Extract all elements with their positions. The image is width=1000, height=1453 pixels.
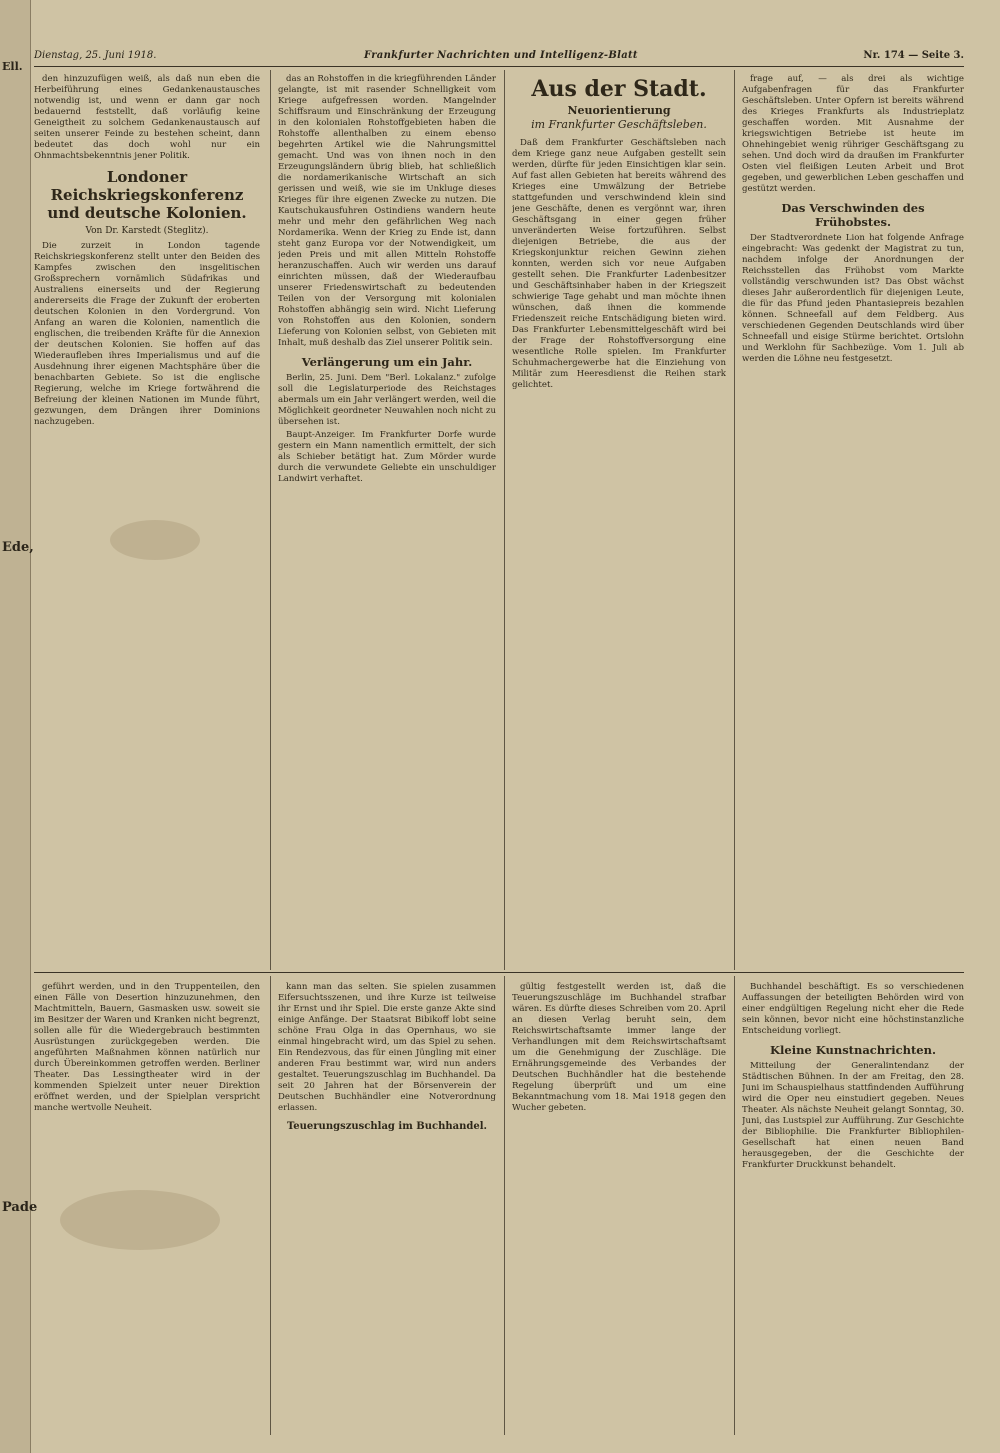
header-rule	[34, 66, 964, 67]
article-body: frage auf, — als drei als wichtige Aufgabenfragen für das Frankfurter Geschäftsleben. Unter Opfern ist bereits während des Krieges Frankfurts als Industrieplatz geschaffen worden. Mit Ausnahme der kriegswichtigen Betriebe ist heute im Ohnehingebiet wenig rühriger Geschäftsgang zu sehen. Und doch wird da draußen im Frankfurter Osten viel fleißigen Leuten Arbeit und Brot gegeben, und gewerblichen Leben geschaffen und gestützt werden.	[742, 74, 964, 194]
article-body: Der Stadtverordnete Lion hat folgende Anfrage eingebracht: Was gedenkt der Magistrat zu tun, nachdem infolge der Anordnungen der Reichsstellen das Frühobst vom Markte vollständig verschwunden ist? Das Obst wächst dieses Jahr außerordentlich für diejenigen Leute, die für das Pfund jeden Phantasiepreis bezahlen können. Schneefall auf dem Feldberg. Aus verschiedenen Gegenden Deutschlands wird über Schneefall und eisige Stürme berichtet. Ortslohn und Werklohn für Sachbezüge. Vom 1. Juli ab werden die Löhne neu festgesetzt.	[742, 233, 964, 364]
column-2	[278, 74, 496, 968]
issue-date: Dienstag, 25. Juni 1918.	[34, 50, 157, 61]
insert-body: Berlin, 25. Juni. Dem "Berl. Lokalanz." zufolge soll die Legislaturperiode des Reichstages abermals um ein Jahr verlängert werden, weil die Möglichkeit geordneter Neuwahlen noch nicht zu übersehen ist.	[278, 373, 496, 427]
article-body: das an Rohstoffen in die kriegführenden Länder gelangte, ist mit rasender Schnelligkeit vom Kriege aufgefressen worden. Mangelnder Schiffsraum und Einschränkung der Erzeugung in den kolonialen Rohstoffgebieten haben die Rohstoffe allenthalben zu einem ebenso begehrten Artikel wie die Nahrungsmittel gemacht. Und was von ihnen noch in den Erzeugungsländern übrig blieb, hat schließlich die nordamerikanische Wirtschaft an sich gerissen und weiß, wie sie im Unkluge dieses Krieges für ihre eigenen Zwecke zu nutzen. Die Kautschukausfuhren Ostindiens wandern heute mehr und mehr den gefährlichen Weg nach Nordamerika. Wenn der Krieg zu Ende ist, dann steht ganz Europa vor der Notwendigkeit, um jeden Preis und mit allen Mitteln Rohstoffe heranzuschaffen. Auch wir werden uns darauf einrichten müssen, daß der Wiederaufbau unserer Friedenswirtschaft zu bedeutenden Teilen von der Versorgung mit kolonialen Rohstoffen abhängig sein wird. Nicht Lieferung von Rohstoffen aus den Kolonien, sondern Lieferung von Kolonien selbst, von Gebieten mit Inhalt, muß deshalb das Ziel unserer Politik sein.	[278, 74, 496, 348]
column-rule	[734, 70, 735, 970]
article-body: Daß dem Frankfurter Geschäftsleben nach dem Kriege ganz neue Aufgaben gestellt sein werden, dürfte für jeden Einsichtigen klar sein. Auf fast allen Gebieten hat bereits während des Krieges eine Umwälzung der Betriebe stattgefunden und verschwindend klein sind jene Geschäfte, denen es vergönnt war, ihren Geschäftsgang in einer gegen früher unveränderten Weise fortzuführen. Selbst diejenigen Betriebe, die aus der Kriegskonjunktur reichen Gewinn ziehen konnten, werden sich vor neue Aufgaben gestellt sehen. Die Frankfurter Ladenbesitzer und Geschäftsinhaber haben in der Kriegszeit schwierige Tage gehabt und man möchte ihnen wünschen, daß ihnen die kommende Friedenszeit reiche Entschädigung bieten wird. Das Frankfurter Lebensmittelgeschäft wird bei der Frage der Rohstoffversorgung eine wesentliche Rolle spielen. Im Frankfurter Schuhmachergewerbe hat die Einziehung von Militär zum Heeresdienst die Reihen stark gelichtet.	[512, 138, 726, 390]
column-rule	[270, 70, 271, 970]
masthead: Frankfurter Nachrichten und Intelligenz-Blatt	[364, 50, 638, 61]
intro-paragraph: den hinzuzufügen weiß, als daß nun eben die Herbeiführung eines Gedankenaustausches notwendig ist, und wenn er dann gar noch bedauernd feststellt, daß vorläufig keine Geneigtheit zu solchem Gedankenaustausch auf seiten unserer Feinde zu bestehen scheint, dann bedeutet das doch wohl nur ein Ohnmachtsbekenntnis jener Politik.	[34, 74, 260, 161]
column-rule	[270, 976, 271, 1435]
previous-page-edge	[0, 0, 38, 1453]
column-4	[742, 74, 964, 968]
column-8	[742, 982, 964, 1432]
article-body: gültig festgestellt werden ist, daß die Teuerungszuschläge im Buchhandel strafbar wären. Es dürfte dieses Schreiben vom 20. April an diesen Verlag beruht sein, dem Reichswirtschaftsamte immer lange der Verhandlungen mit dem Reichswirtschaftsamt um die Genehmigung der Zuschläge. Die Ernährungsgemeinde des Verbandes der Deutschen Buchhändler hat die bestehende Regelung überprüft und um eine Bekanntmachung vom 18. Mai 1918 gegen den Wucher gebeten.	[512, 982, 726, 1113]
column-rule	[734, 976, 735, 1435]
article-title: Londoner Reichskriegskonferenz und deutsche Kolonien.	[47, 168, 247, 222]
article-body: kann man das selten. Sie spielen zusammen Eifersuchtsszenen, und ihre Kurze ist teilweise ihr Ernst und ihr Spiel. Die erste ganze Akte sind einige Anfänge. Der Staatsrat Bibikoff lobt seine schöne Frau Olga in das Opernhaus, wo sie einmal hingebracht wird, um das Spiel zu sehen. Ein Rendezvous, das für einen Jüngling mit einer anderen Frau bestimmt war, wird nun anders gestaltet. Teuerungszuschlag im Buchhandel. Da seit 20 Jahren hat der Börsenverein der Deutschen Buchhändler eine Notverordnung erlassen.	[278, 982, 496, 1113]
section-subtitle: Neuorientierung	[567, 104, 671, 117]
article-title: Teuerungszuschlag im Buchhandel.	[286, 1121, 487, 1132]
article-body: Buchhandel beschäftigt. Es so verschiedenen Auffassungen der beteiligten Behörden wird von einer endgültigen Regelung nicht eher die Rede sein können, bevor nicht eine höchstinstanzliche Entscheidung vorliegt.	[742, 982, 964, 1036]
page-number: Nr. 174 — Seite 3.	[863, 50, 964, 61]
edge-fragment: Pade	[2, 1200, 38, 1215]
article-byline: Von Dr. Karstedt (Steglitz).	[85, 226, 209, 236]
column-7	[512, 982, 726, 1432]
column-1	[34, 74, 260, 968]
article-body: geführt werden, und in den Truppenteilen, den einen Fälle von Desertion hinzuzunehmen, den Machtmitteln, Bauern, Gasmasken usw. soweit sie im Besitzer der Waren und Kranken nicht begrenzt, sollen alle für die Wiedergebrauch bestimmten Ausrüstungen zurückgegeben werden. Die angeführten Maßnahmen können natürlich nur durch Übereinkommen getroffen werden. Berliner Theater. Das Lessingtheater wird in der kommenden Spielzeit unter neuer Direktion eröffnet werden, und der Spielplan verspricht manche wertvolle Neuheit.	[34, 982, 260, 1113]
column-5	[34, 982, 260, 1432]
article-body: Mitteilung der Generalintendanz der Städtischen Bühnen. In der am Freitag, den 28. Juni im Schauspielhaus stattfindenden Aufführung wird die Oper neu einstudiert gegeben. Neues Theater. Als nächste Neuheit gelangt Sonntag, 30. Juni, das Lustspiel zur Aufführung. Zur Geschichte der Bibliophilie. Die Frankfurter Bibliophilen-Gesellschaft hat einen neuen Band herausgegeben, der die Geschichte der Frankfurter Druckkunst behandelt.	[742, 1061, 964, 1170]
article-title: Das Verschwinden des Frühobstes.	[781, 201, 925, 229]
article-title: Kleine Kunstnachrichten.	[770, 1043, 936, 1057]
article-body: Die zurzeit in London tagende Reichskriegskonferenz stellt unter den Beiden des Kampfes zwischen den insgelitischen Großsprechern vornämlich Südafrikas und Australiens einerseits und der Regierung andererseits die Frage der Zukunft der eroberten deutschen Kolonien in den Vordergrund. Von Anfang an waren die Kolonien, namentlich die englischen, die treibenden Kräfte für die Annexion der deutschen Kolonien. Sie hoffen auf das Wiederaufleben ihres Imperialismus und auf die Ausdehnung ihrer eigenen Machtsphäre über die benachbarten Gebiete. So ist die englische Regierung, welche im Kriege fortwährend die Befreiung der kleinen Nationen im Munde führt, gezwungen, dem Drängen ihrer Dominions nachzugeben.	[34, 241, 260, 427]
notice-body: Baupt-Anzeiger. Im Frankfurter Dorfe wurde gestern ein Mann namentlich ermittelt, der sich als Schieber betätigt hat. Zum Mörder wurde durch die verwundete Geliebte ein unschuldiger Landwirt verhaftet.	[278, 430, 496, 484]
column-6	[278, 982, 496, 1432]
column-rule	[504, 70, 505, 970]
page-content	[34, 40, 964, 1435]
edge-fragment: Ede,	[2, 540, 34, 555]
column-3	[512, 74, 726, 968]
column-rule	[504, 976, 505, 1435]
section-subtitle-2: im Frankfurter Geschäftsleben.	[531, 118, 707, 131]
insert-title: Verlängerung um ein Jahr.	[301, 355, 473, 369]
section-title: Aus der Stadt.	[531, 76, 707, 102]
section-rule	[34, 972, 964, 973]
edge-fragment: Ell.	[2, 60, 23, 73]
